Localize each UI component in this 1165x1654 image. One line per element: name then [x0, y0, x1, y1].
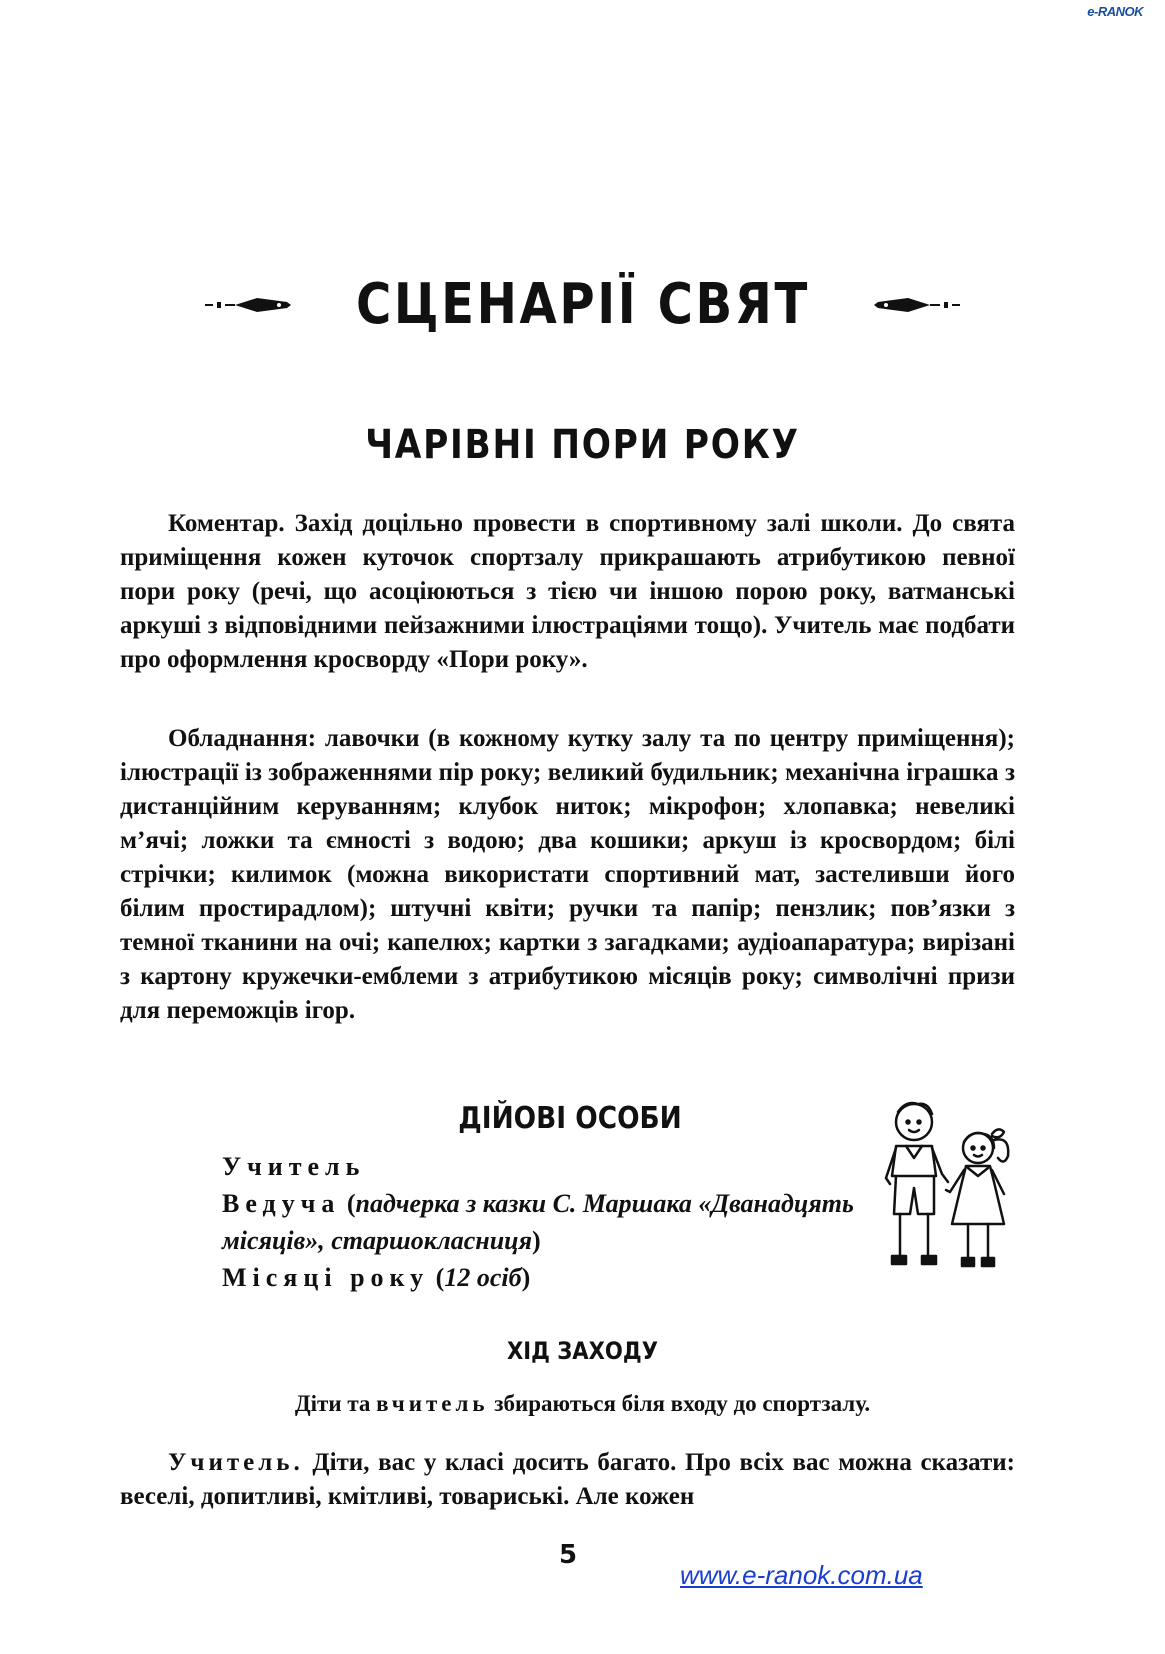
cast-item-months	[222, 1259, 882, 1296]
paren: )	[521, 1263, 531, 1292]
paren: (	[429, 1263, 445, 1292]
speech-paragraph	[120, 1446, 1015, 1514]
pen-nib-ornament-left-icon	[205, 293, 293, 317]
stage-text: Діти та	[294, 1391, 377, 1416]
page-number: 5	[558, 1540, 578, 1570]
role-note: падчерка з казки С. Маршака «Дванадцять місяців», старшокласниця	[222, 1189, 854, 1255]
section-title: СЦЕНАРІЇ СВЯТ	[355, 272, 810, 337]
equipment-label: Обладнання:	[168, 725, 317, 752]
equipment-text: лавочки (в кожному кутку залу та по центру приміщення); ілюстрації із зображеннями пір року; великий будильник; механічна іграшка з дистанційним керуванням; клубок ниток; мікрофон; хлопавка; невеликі м’ячі; ложки та ємності з водою; два кошики; аркуш із кросвордом; білі стрічки; килимок (можна використати спортивний мат, застеливши його білим простирадлом); штучні квіти; ручки та папір; пензлик; пов’язки з темної тканини на очі; капелюх; картки з загадками; аудіоапаратура; вирізані з картону кружечки-емблеми з атрибутикою місяців року; символічні призи для переможців ігор.	[120, 725, 1015, 1024]
comment-paragraph	[120, 507, 1015, 677]
cast-item-teacher	[222, 1148, 882, 1185]
procedure-heading: ХІД ЗАХОДУ	[506, 1337, 658, 1365]
comment-text: Захід доцільно провести в спортивному залі школи. До свята приміщення кожен куточок спортзалу прикрашають атрибутикою певної пори року (речі, що асоціюються з тією чи іншою порою року, ватманські аркуші з відповідними пейзажними ілюстраціями тощо). Учитель має подбати про оформлення кросворду «Пори року».	[120, 510, 1015, 673]
equipment-paragraph	[120, 722, 1015, 1028]
comment-label: Коментар.	[168, 510, 285, 537]
publisher-logo: e-RANOK	[1087, 4, 1143, 19]
stage-direction	[0, 1391, 1165, 1417]
section-heading	[0, 272, 1165, 337]
paren: (	[340, 1189, 356, 1218]
stage-text: збираються біля входу до спортзалу.	[488, 1391, 871, 1416]
role-name: Місяці року	[222, 1263, 430, 1292]
role-note: 12 осіб	[444, 1263, 522, 1292]
stage-role: вчитель	[376, 1391, 489, 1416]
paren: )	[532, 1226, 541, 1255]
website-link[interactable]: www.e-ranok.com.ua	[680, 1560, 923, 1590]
speech-text: Діти, вас у класі досить багато. Про всіх вас можна сказати: веселі, допитливі, кмітливі, товариські. Але кожен	[120, 1449, 1015, 1510]
scenario-title: ЧАРІВНІ ПОРИ РОКУ	[365, 422, 800, 468]
children-illustration-icon	[872, 1096, 1022, 1286]
role-name: Ведуча	[222, 1189, 341, 1218]
cast-heading: ДІЙОВІ ОСОБИ	[458, 1101, 682, 1136]
role-name: Учитель	[222, 1152, 366, 1181]
pen-nib-ornament-right-icon	[872, 293, 960, 317]
cast-item-host	[222, 1185, 882, 1259]
cast-list	[222, 1148, 882, 1296]
speaker-name: Учитель.	[168, 1449, 304, 1476]
